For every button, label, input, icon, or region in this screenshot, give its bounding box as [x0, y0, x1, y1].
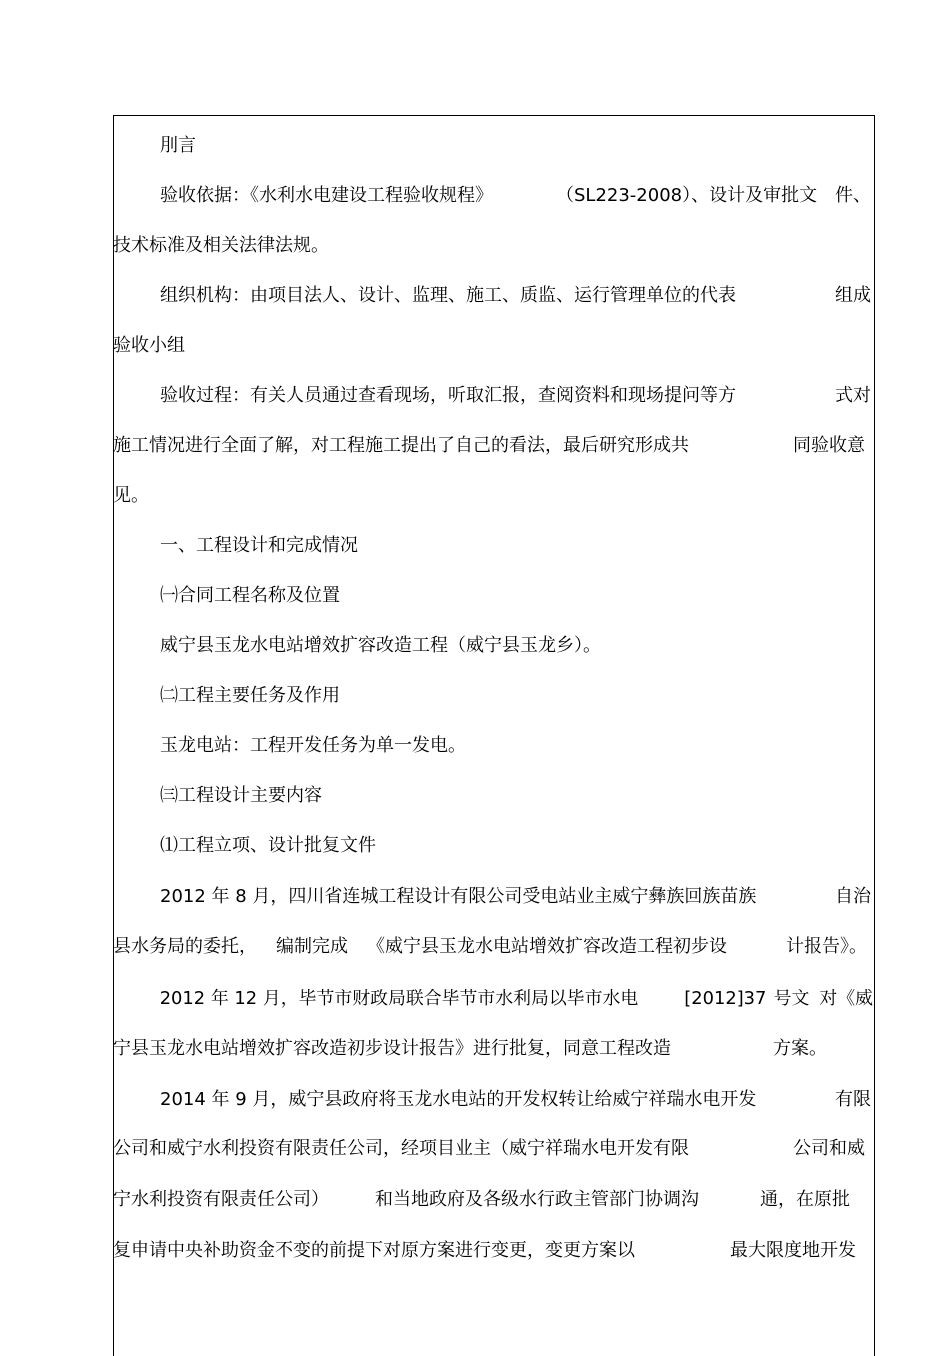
paragraph-line [113, 882, 873, 912]
text-segment: 刖言 [160, 135, 196, 156]
text-segment: 一、工程设计和完成情况 [160, 535, 358, 556]
text-segment: 有限 [835, 1089, 871, 1110]
text-segment: 编制完成 [276, 936, 348, 957]
paragraph-line [113, 231, 873, 261]
text-segment: 2014 年 9 月，威宁县政府将玉龙水电站的开发权转让给威宁祥瑞水电开发 [160, 1089, 757, 1110]
paragraph-line [113, 331, 873, 361]
paragraph-line [113, 932, 873, 962]
text-segment: 对《威 [819, 988, 873, 1009]
text-segment: 组成 [835, 285, 871, 306]
text-segment: ⑴工程立项、设计批复文件 [160, 835, 376, 856]
text-segment: 方案。 [773, 1038, 827, 1059]
text-segment: 件、 [835, 185, 871, 206]
paragraph-line [113, 984, 873, 1014]
paragraph-line [113, 1034, 873, 1064]
text-segment: 2012 年 12 月，毕节市财政局联合毕节市水利局以毕市水电 [159, 988, 639, 1009]
text-segment: 计报告》。 [786, 936, 867, 957]
text-segment: ㈡工程主要任务及作用 [160, 685, 340, 706]
text-segment: 《威宁县玉龙水电站增效扩容改造工程初步设 [367, 936, 727, 957]
text-segment: 和当地政府及各级水行政主管部门协调沟 [375, 1189, 699, 1210]
paragraph-line [113, 731, 873, 761]
section-heading [113, 531, 873, 561]
paragraph-line [113, 381, 873, 411]
text-segment: 验收依据：《水利水电建设工程验收规程》 [160, 185, 493, 206]
text-segment: 复申请中央补助资金不变的前提下对原方案进行变更，变更方案以 [113, 1240, 635, 1261]
text-segment: 玉龙电站：工程开发任务为单一发电。 [160, 735, 466, 756]
text-segment: ㈢工程设计主要内容 [160, 785, 322, 806]
paragraph-line [113, 1185, 873, 1215]
text-segment: 验收过程：有关人员通过查看现场，听取汇报，查阅资料和现场提问等方 [160, 385, 736, 406]
text-segment: 验收小组 [113, 335, 185, 356]
text-segment: 威宁县玉龙水电站增效扩容改造工程（威宁县玉龙乡）。 [160, 635, 601, 656]
text-segment: 公司和威 [793, 1138, 865, 1159]
text-segment: 技术标准及相关法律法规。 [113, 235, 329, 256]
paragraph-line [113, 481, 873, 511]
text-segment: [2012]37 [684, 988, 767, 1009]
text-segment: 同验收意 [793, 435, 865, 456]
text-segment: 宁水利投资有限责任公司） [113, 1189, 329, 1210]
subsection-heading [113, 831, 873, 861]
paragraph-line [113, 181, 873, 211]
subsection-heading [113, 581, 873, 611]
subsection-heading [113, 781, 873, 811]
text-segment: 通，在原批 [760, 1189, 850, 1210]
text-segment: 见。 [113, 485, 149, 506]
text-segment: 施工情况进行全面了解，对工程施工提出了自己的看法，最后研究形成共 [113, 435, 689, 456]
paragraph-line [113, 1236, 873, 1266]
paragraph-line [113, 431, 873, 461]
paragraph-line [113, 1085, 873, 1115]
subsection-heading [113, 681, 873, 711]
paragraph-line [113, 631, 873, 661]
text-segment: 组织机构：由项目法人、设计、监理、施工、质监、运行管理单位的代表 [160, 285, 736, 306]
text-segment: 自治 [835, 886, 871, 907]
paragraph-line [113, 1134, 873, 1164]
text-segment: 号文 [773, 988, 810, 1009]
text-segment: 县水务局的委托， [113, 936, 257, 957]
text-segment: （SL223-2008）、设计及审批文 [556, 185, 818, 206]
text-segment: 式对 [835, 385, 871, 406]
text-segment: 宁县玉龙水电站增效扩容改造初步设计报告》进行批复，同意工程改造 [113, 1038, 671, 1059]
text-segment: 2012 年 8 月，四川省连城工程设计有限公司受电站业主威宁彝族回族苗族 [160, 886, 757, 907]
text-segment: ㈠合同工程名称及位置 [160, 585, 340, 606]
text-segment: 最大限度地开发 [730, 1240, 856, 1261]
text-segment: 公司和威宁水利投资有限责任公司，经项目业主（威宁祥瑞水电开发有限 [113, 1138, 689, 1159]
paragraph-line [113, 281, 873, 311]
heading-foreword [113, 131, 873, 161]
